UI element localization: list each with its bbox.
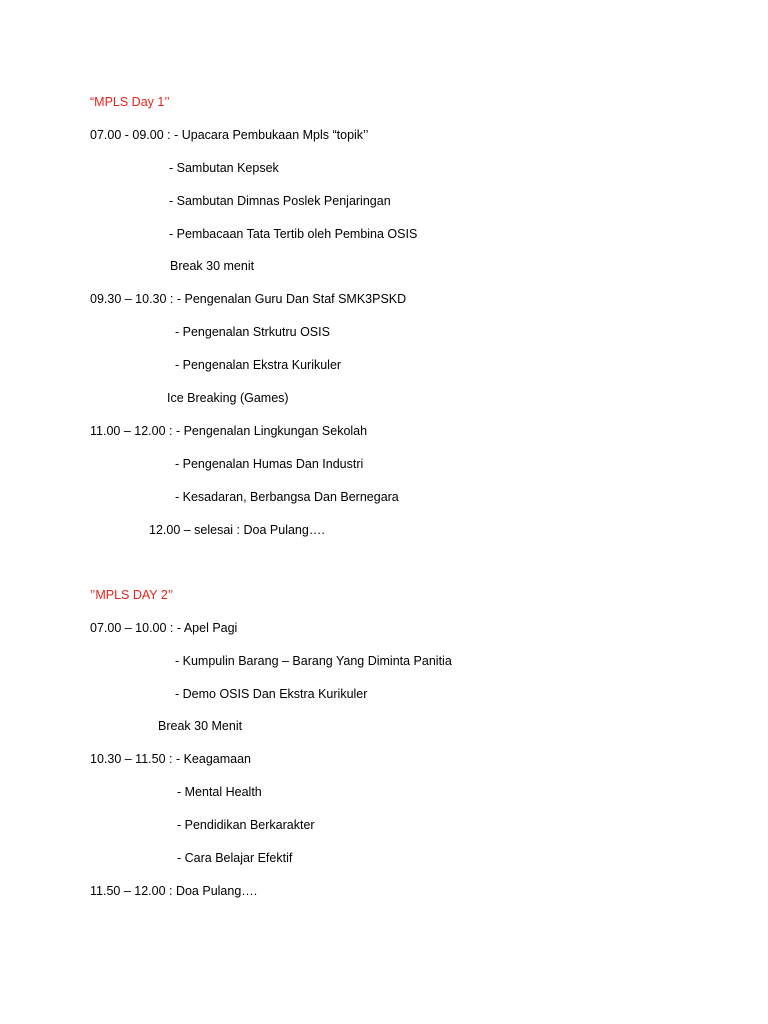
day2-line-1: 07.00 – 10.00 : - Apel Pagi xyxy=(90,621,238,635)
day1-line-9: Ice Breaking (Games) xyxy=(167,391,289,405)
day1-line-10: 11.00 – 12.00 : - Pengenalan Lingkungan Sekolah xyxy=(90,424,368,438)
day2-line-7: - Pendidikan Berkarakter xyxy=(177,818,315,832)
day2-line-8: - Cara Belajar Efektif xyxy=(177,851,293,865)
day1-line-5: Break 30 menit xyxy=(170,259,255,273)
day1-line-8: - Pengenalan Ekstra Kurikuler xyxy=(175,358,342,372)
day1-line-2: - Sambutan Kepsek xyxy=(169,161,279,175)
day2-line-3: - Demo OSIS Dan Ekstra Kurikuler xyxy=(175,687,368,701)
day1-line-7: - Pengenalan Strkutru OSIS xyxy=(175,325,330,339)
day1-line-4: - Pembacaan Tata Tertib oleh Pembina OSIS xyxy=(169,227,418,241)
day1-heading: “MPLS Day 1’’ xyxy=(90,95,170,109)
day1-line-11: - Pengenalan Humas Dan Industri xyxy=(175,457,364,471)
day2-heading: ’’MPLS DAY 2’’ xyxy=(90,588,174,602)
day1-line-13: 12.00 – selesai : Doa Pulang…. xyxy=(149,523,325,537)
day2-line-9: 11.50 – 12.00 : Doa Pulang…. xyxy=(90,884,258,898)
day2-line-4: Break 30 Menit xyxy=(158,719,243,733)
day1-line-3: - Sambutan Dimnas Poslek Penjaringan xyxy=(169,194,391,208)
day1-line-12: - Kesadaran, Berbangsa Dan Bernegara xyxy=(175,490,399,504)
day2-line-2: - Kumpulin Barang – Barang Yang Diminta Panitia xyxy=(175,654,452,668)
day1-line-1: 07.00 - 09.00 : - Upacara Pembukaan Mpls “topik’’ xyxy=(90,128,369,142)
day2-line-6: - Mental Health xyxy=(177,785,262,799)
day2-line-5: 10.30 – 11.50 : - Keagamaan xyxy=(90,752,251,766)
day1-line-6: 09.30 – 10.30 : - Pengenalan Guru Dan Staf SMK3PSKD xyxy=(90,292,407,306)
